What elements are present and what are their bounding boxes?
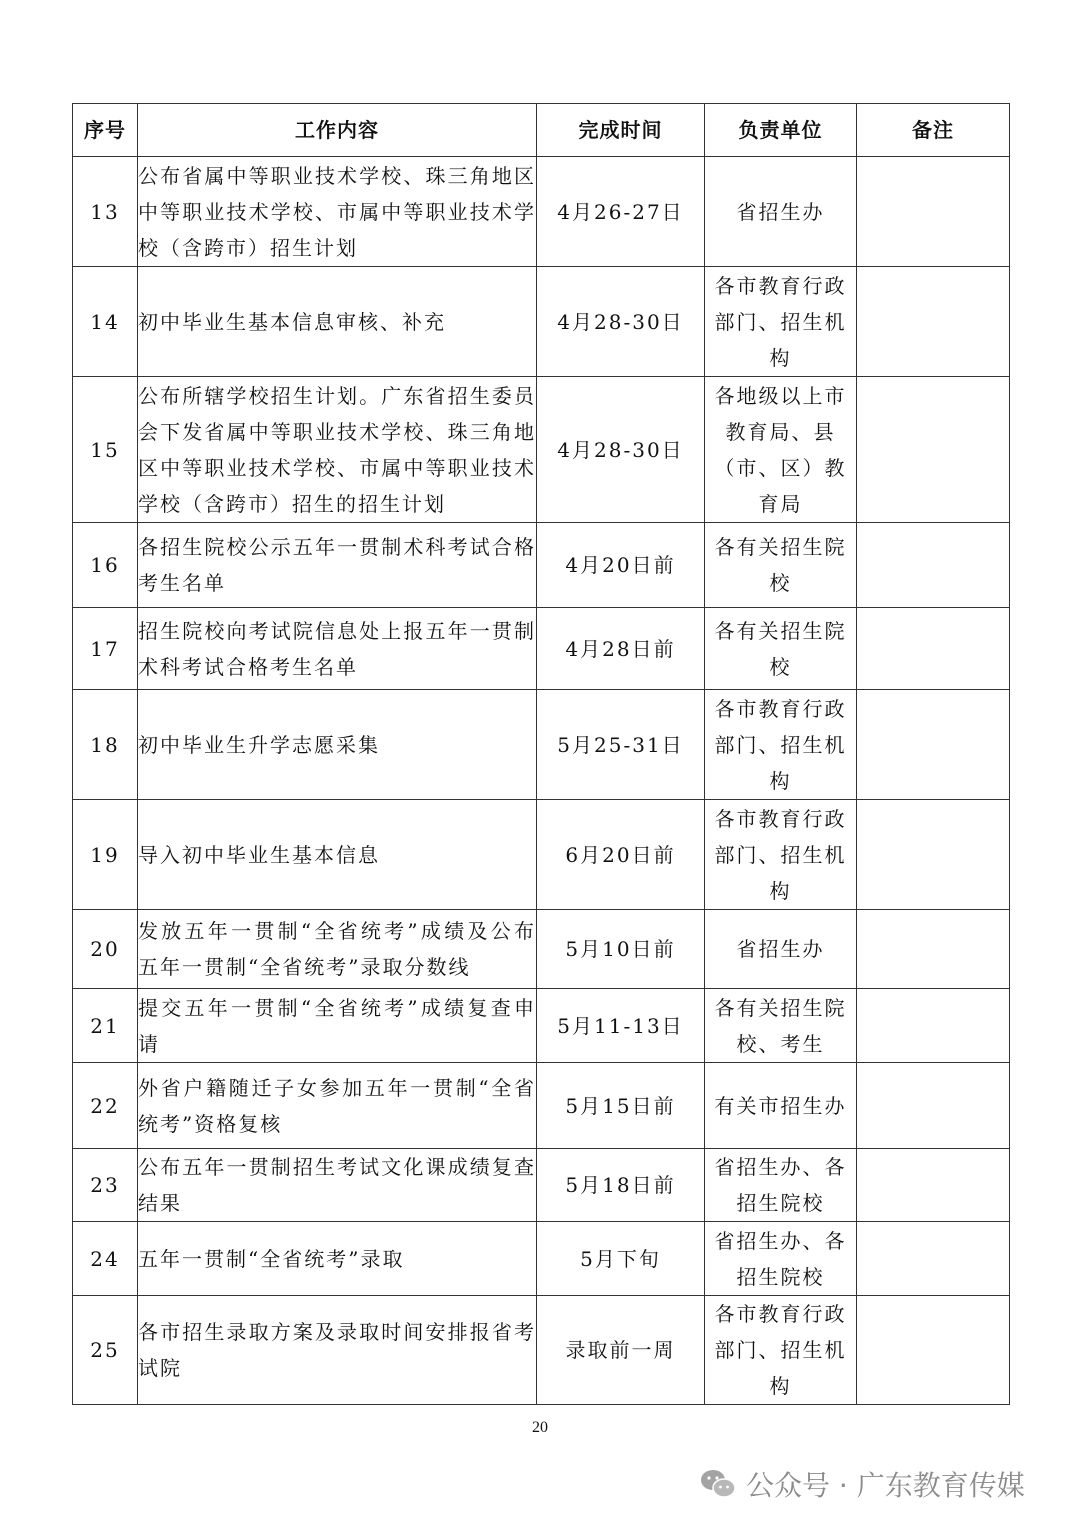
row-no: 20 [73,910,138,989]
row-task: 提交五年一贯制“全省统考”成绩复查申请 [138,989,537,1063]
row-no: 24 [73,1222,138,1296]
row-note [857,1296,1010,1405]
row-note [857,1063,1010,1149]
row-time: 录取前一周 [537,1296,705,1405]
header-time: 完成时间 [537,104,705,157]
row-time: 5月11-13日 [537,989,705,1063]
row-task: 五年一贯制“全省统考”录取 [138,1222,537,1296]
row-unit: 省招生办 [705,157,857,267]
table-row [73,690,1010,800]
row-unit: 省招生办 [705,910,857,989]
table-row [73,157,1010,267]
row-task: 导入初中毕业生基本信息 [138,800,537,910]
table-row [73,377,1010,523]
row-time: 5月18日前 [537,1149,705,1222]
table-header-row [73,104,1010,157]
row-task: 发放五年一贯制“全省统考”成绩及公布五年一贯制“全省统考”录取分数线 [138,910,537,989]
table-row [73,523,1010,608]
table-row [73,1149,1010,1222]
row-no: 13 [73,157,138,267]
row-no: 19 [73,800,138,910]
row-task: 各招生院校公示五年一贯制术科考试合格考生名单 [138,523,537,608]
row-note [857,157,1010,267]
row-no: 23 [73,1149,138,1222]
row-task: 招生院校向考试院信息处上报五年一贯制术科考试合格考生名单 [138,608,537,690]
row-time: 4月26-27日 [537,157,705,267]
wechat-icon [700,1468,736,1500]
row-time: 4月28-30日 [537,267,705,377]
table-row [73,800,1010,910]
table-row [73,910,1010,989]
row-time: 4月28日前 [537,608,705,690]
schedule-table [72,103,1010,1405]
table-row [73,1222,1010,1296]
table-row [73,1063,1010,1149]
row-task: 外省户籍随迁子女参加五年一贯制“全省统考”资格复核 [138,1063,537,1149]
row-time: 4月20日前 [537,523,705,608]
row-no: 15 [73,377,138,523]
page-number: 20 [532,1419,548,1436]
row-no: 22 [73,1063,138,1149]
row-task: 各市招生录取方案及录取时间安排报省考试院 [138,1296,537,1405]
row-no: 18 [73,690,138,800]
header-note: 备注 [857,104,1010,157]
row-no: 14 [73,267,138,377]
row-time: 5月10日前 [537,910,705,989]
row-note [857,377,1010,523]
row-task: 公布省属中等职业技术学校、珠三角地区中等职业技术学校、市属中等职业技术学校（含跨市）招生计划 [138,157,537,267]
row-note [857,1222,1010,1296]
table-row [73,267,1010,377]
header-no: 序号 [73,104,138,157]
row-time: 4月28-30日 [537,377,705,523]
row-time: 5月下旬 [537,1222,705,1296]
watermark-text: 公众号 · 广东教育传媒 [746,1469,1025,1502]
row-note [857,690,1010,800]
row-task: 初中毕业生升学志愿采集 [138,690,537,800]
row-unit: 各有关招生院校 [705,523,857,608]
table-row [73,608,1010,690]
row-task: 公布五年一贯制招生考试文化课成绩复查结果 [138,1149,537,1222]
row-unit: 省招生办、各招生院校 [705,1149,857,1222]
table-row [73,989,1010,1063]
watermark [700,1462,1025,1506]
row-task: 初中毕业生基本信息审核、补充 [138,267,537,377]
row-no: 25 [73,1296,138,1405]
row-note [857,523,1010,608]
header-task: 工作内容 [138,104,537,157]
table-row [73,1296,1010,1405]
row-unit: 各市教育行政部门、招生机构 [705,800,857,910]
row-time: 6月20日前 [537,800,705,910]
row-note [857,989,1010,1063]
row-note [857,267,1010,377]
row-unit: 有关市招生办 [705,1063,857,1149]
row-unit: 各有关招生院校、考生 [705,989,857,1063]
row-note [857,910,1010,989]
row-unit: 各市教育行政部门、招生机构 [705,1296,857,1405]
row-note [857,800,1010,910]
row-unit: 各地级以上市教育局、县（市、区）教育局 [705,377,857,523]
row-unit: 省招生办、各招生院校 [705,1222,857,1296]
row-no: 17 [73,608,138,690]
row-unit: 各有关招生院校 [705,608,857,690]
row-no: 21 [73,989,138,1063]
row-unit: 各市教育行政部门、招生机构 [705,690,857,800]
row-note [857,608,1010,690]
header-unit: 负责单位 [705,104,857,157]
row-time: 5月25-31日 [537,690,705,800]
row-task: 公布所辖学校招生计划。广东省招生委员会下发省属中等职业技术学校、珠三角地区中等职业技术学校、市属中等职业技术学校（含跨市）招生的招生计划 [138,377,537,523]
row-note [857,1149,1010,1222]
row-no: 16 [73,523,138,608]
row-time: 5月15日前 [537,1063,705,1149]
row-unit: 各市教育行政部门、招生机构 [705,267,857,377]
